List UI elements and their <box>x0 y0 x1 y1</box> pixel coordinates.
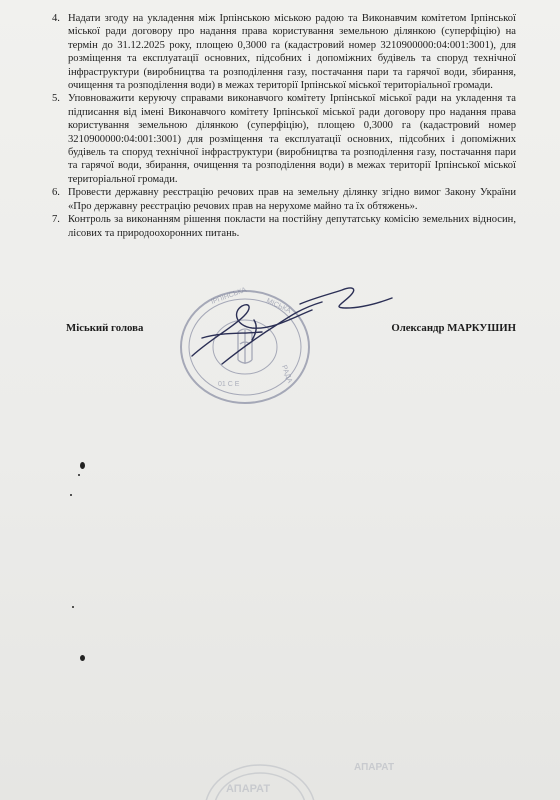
svg-text:МІСЬКА: МІСЬКА <box>265 297 292 315</box>
signatory-name: Олександр МАРКУШИН <box>391 322 516 334</box>
item-number: 6. <box>52 187 60 199</box>
item-number: 7. <box>52 214 60 226</box>
ink-dot <box>80 655 85 661</box>
list-item-7 <box>50 213 516 240</box>
svg-text:ІРПІНСЬКА: ІРПІНСЬКА <box>210 286 248 306</box>
item-text: Контроль за виконанням рішення покласти на постійну депутатську комісію земельних відносин, лісових та природоохоронних питань. <box>68 214 516 239</box>
ink-dot <box>70 494 72 496</box>
svg-text:АПАРАТ: АПАРАТ <box>226 783 271 795</box>
signature-block <box>66 322 516 336</box>
svg-text:РАДА: РАДА <box>280 364 294 385</box>
ink-dot <box>78 474 80 476</box>
list-item-5 <box>50 92 516 186</box>
svg-text:АПАРАТ: АПАРАТ <box>354 762 395 773</box>
ink-dot <box>72 606 74 608</box>
list-item-6 <box>50 186 516 213</box>
item-text: Уповноважити керуючу справами виконавчого комітету Ірпінської міської ради на укладення та підписання від імені Виконавчого комітету Ірпінської міської ради договору про надання права користування земельною ділянкою (суперфіцію), площею 0,3000 га (кадастровий номер 3210900000:04:001:3001) для розміщення та експлуатації основних, підсобних і допоміжних будівель та споруд технічної інфраструктури (виробництва та розподілення газу, постачання пари та гарячої води, збирання, очищення та розподілення води) в межах території Ірпінської міської територіальної громади. <box>68 93 516 185</box>
item-number: 4. <box>52 13 60 24</box>
list-item-4 <box>50 12 516 92</box>
svg-text:01 С Е: 01 С Е <box>218 381 240 388</box>
signatory-title: Міський голова <box>66 322 144 334</box>
item-text: Надати згоду на укладення між Ірпінською міською радою та Виконавчим комітетом Ірпінської міської ради договору про надання права користування земельною ділянкою (суперфіцію) на термін до 31.12.2025 року, площею 0,3000 га (кадастровий номер 3210900000:04:001:3001), для розміщення та експлуатації основних, підсобних і допоміжних будівель та споруд технічної інфраструктури (виробництва та розподілення газу, постачання пари та гарячої води, збирання, очищення та розподілення води) в межах території Ірпінської міської територіальної громади. <box>68 13 516 92</box>
ink-dot <box>80 462 85 469</box>
apparat-stamp-icon <box>200 740 400 800</box>
item-text: Провести державну реєстрацію речових прав на земельну ділянку згідно вимог Закону України «Про державну реєстрацію речових прав на нерухоме майно та їх обтяжень». <box>68 187 516 212</box>
item-number: 5. <box>52 93 60 105</box>
decision-items-list <box>50 12 516 240</box>
